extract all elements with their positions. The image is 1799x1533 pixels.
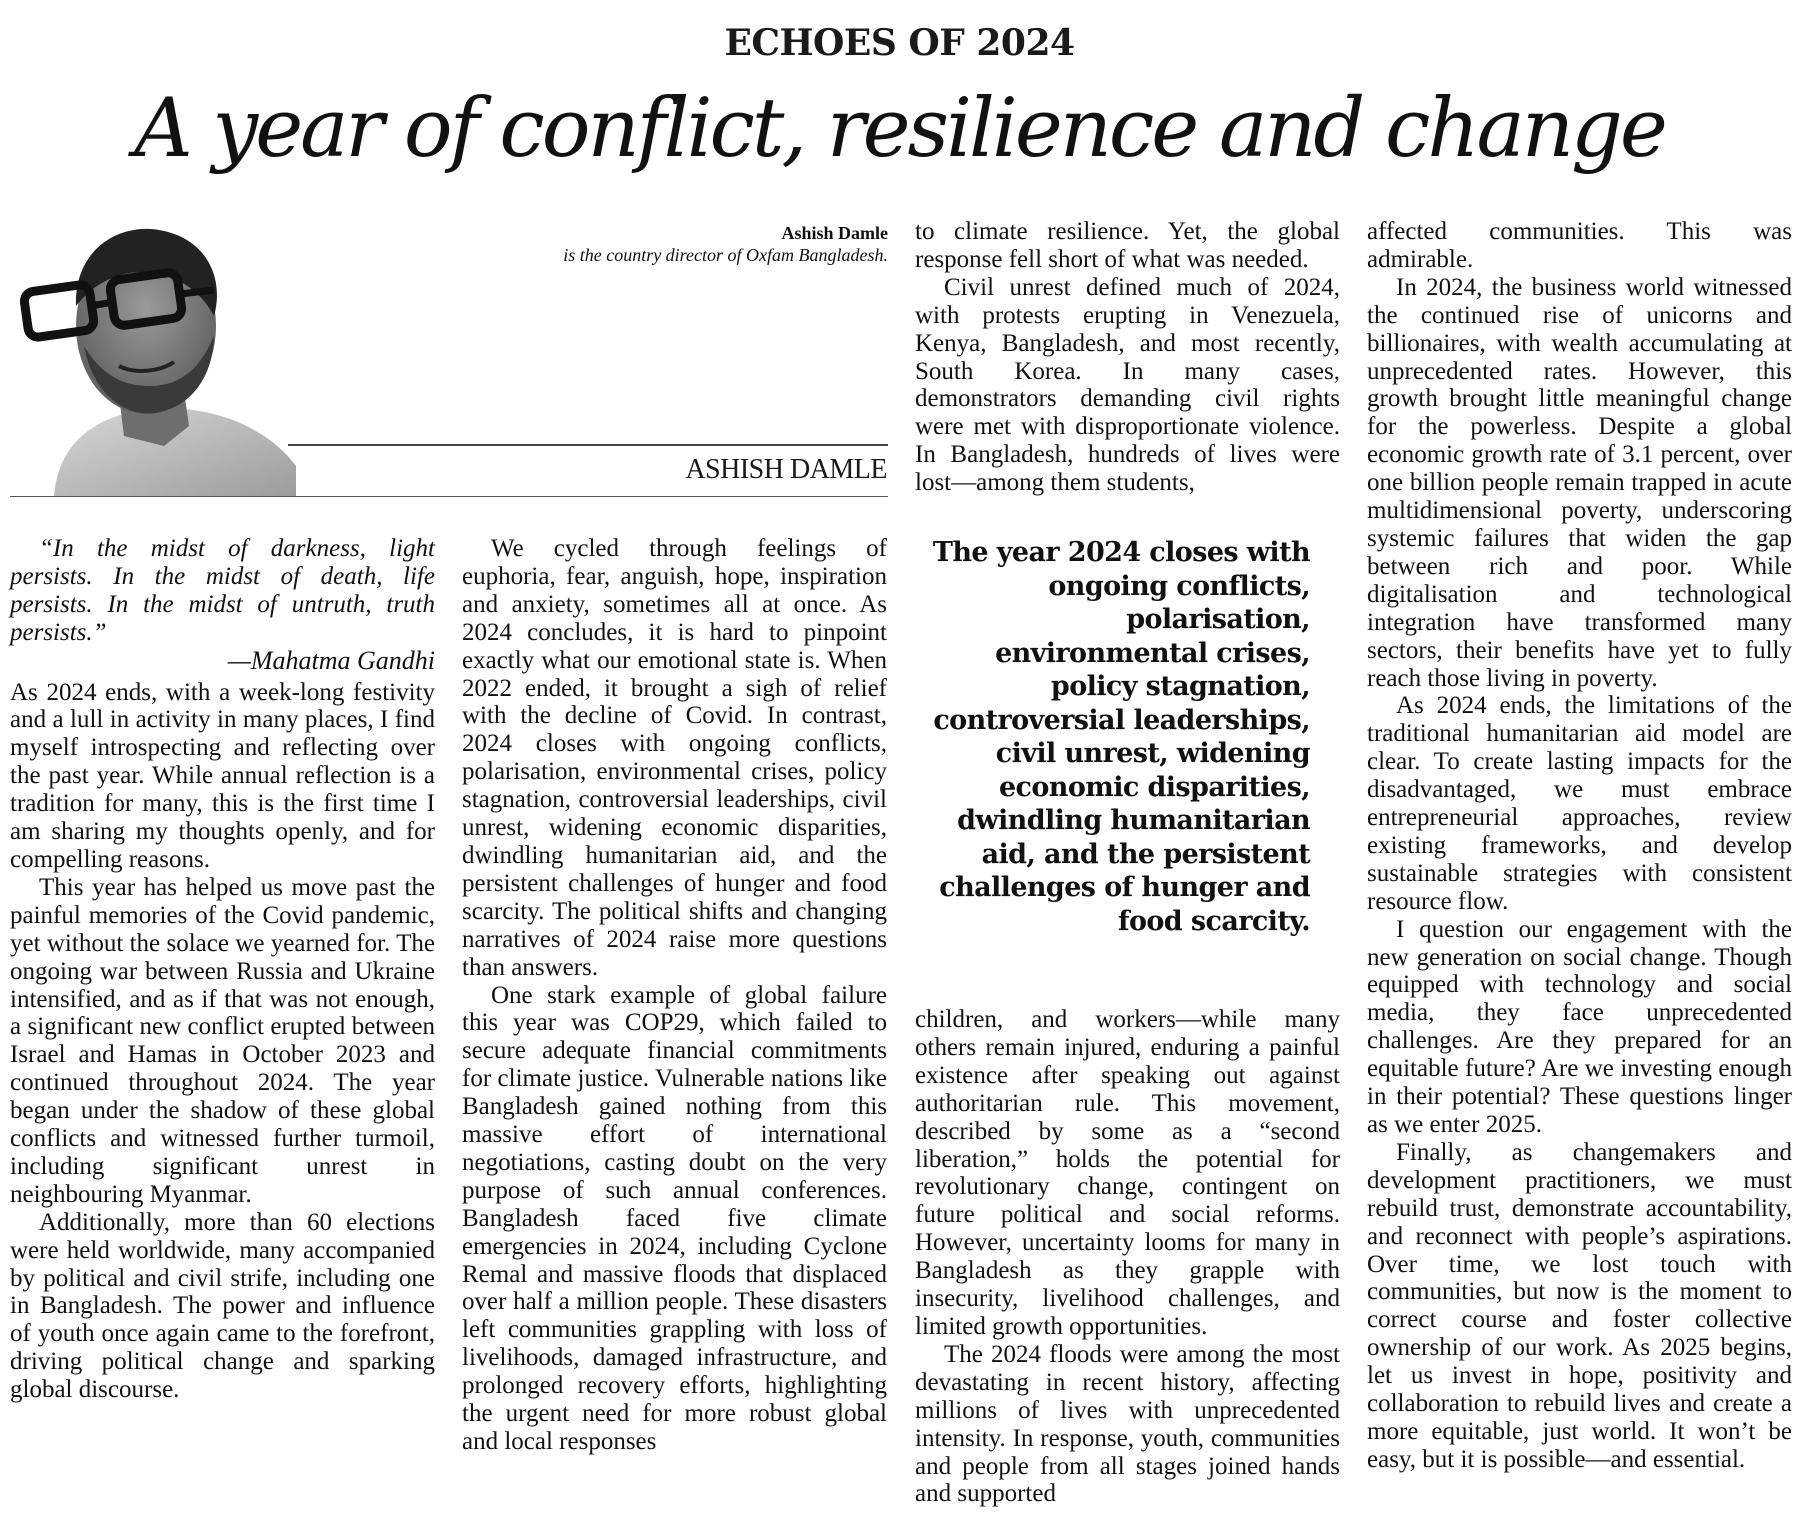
header-rule [10, 496, 888, 497]
paragraph: Civil unrest defined much of 2024, with protests erupting in Venezuela, Kenya, Bangladesh, and most recently, South Korea. In many cases, demonstrators demanding civil rights were met with disproportionate violence. In Bangladesh, hundreds of lives were lost—among them students, [915, 273, 1340, 497]
epigraph-quote: “In the midst of darkness, light persists. In the midst of death, life persists. In the midst of untruth, truth persists.” [10, 535, 435, 646]
column-2 [462, 535, 887, 1456]
byline-description: is the country director of Oxfam Bangladesh. [563, 245, 888, 265]
byline-block [420, 222, 888, 266]
paragraph: One stark example of global failure this year was COP29, which failed to secure adequate financial commitments for climate justice. Vulnerable nations like Bangladesh gained nothing from this massive effort of international negotiations, casting doubt on the very purpose of such annual conferences. Bangladesh faced five climate emergencies in 2024, including Cyclone Remal and massive floods that displaced over half a million people. These disasters left communities grappling with loss of livelihoods, damaged infrastructure, and prolonged recovery efforts, highlighting the urgent need for more robust global and local responses [462, 981, 887, 1455]
byline-name: Ashish Damle [781, 223, 888, 243]
paragraph: We cycled through feelings of euphoria, fear, anguish, hope, inspiration and anxiety, sometimes all at once. As 2024 concludes, it is hard to pinpoint exactly what our emotional state is. When 2022 ended, it brought a sigh of relief with the decline of Covid. In contrast, 2024 closes with ongoing conflicts, polarisation, environmental crises, policy stagnation, controversial leaderships, civil unrest, widening economic disparities, dwindling humanitarian aid, and the persistent challenges of hunger and food scarcity. The political shifts and changing narratives of 2024 raise more questions than answers. [462, 535, 887, 981]
paragraph: As 2024 ends, with a week-long festivity and a lull in activity in many places, I find myself introspecting and reflecting over the past year. While annual reflection is a tradition for many, this is the first time I am sharing my thoughts openly, and for compelling reasons. [10, 678, 435, 873]
column-3-bottom [915, 1006, 1340, 1508]
column-4 [1367, 218, 1792, 1474]
paragraph: I question our engagement with the new generation on social change. Though equipped with technology and social media, they face unprecedented challenges. Are they prepared for an equitable future? Are we investing enough in their potential? These questions linger as we enter 2025. [1367, 915, 1792, 1138]
paragraph-continued: to climate resilience. Yet, the global response fell short of what was needed. [915, 218, 1340, 273]
author-name-caps: ASHISH DAMLE [685, 454, 887, 485]
paragraph-continued: affected communities. This was admirable. [1367, 218, 1792, 273]
section-kicker: ECHOES OF 2024 [724, 22, 1075, 64]
epigraph-attribution: —Mahatma Gandhi [227, 645, 435, 675]
paragraph-continued: children, and workers—while many others remain injured, enduring a painful existence after speaking out against authoritarian rule. This movement, described by some as a “second liberation,” holds the potential for revolutionary change, contingent on future political and social reforms. However, uncertainty looms for many in Bangladesh as they grapple with insecurity, livelihood challenges, and limited growth opportunities. [915, 1006, 1340, 1340]
author-portrait-icon [14, 196, 296, 496]
paragraph: In 2024, the business world witnessed the continued rise of unicorns and billionaires, with wealth accumulating at unprecedented rates. However, this growth brought little meaningful change for the powerless. Despite a global economic growth rate of 3.1 percent, over one billion people remain trapped in acute multidimensional poverty, underscoring systemic failures that widen the gap between rich and poor. While digitalisation and technological integration have transformed many sectors, their benefits have yet to fully reach those living in poverty. [1367, 273, 1792, 692]
paragraph: This year has helped us move past the painful memories of the Covid pandemic, yet without the solace we yearned for. The ongoing war between Russia and Ukraine intensified, and as if that was not enough, a significant new conflict erupted between Israel and Hamas in October 2023 and continued throughout 2024. The year began under the shadow of these global conflicts and witnessed further turmoil, including significant unrest in neighbouring Myanmar. [10, 873, 435, 1208]
byline-rule [288, 444, 888, 446]
paragraph: The 2024 floods were among the most devastating in recent history, affecting millions of lives with unprecedented intensity. In response, youth, communities and people from all stages joined hands and supported [915, 1340, 1340, 1508]
pull-quote: The year 2024 closes with ongoing conflicts, polarisation, environmental crises, policy stagnation, controversial leaderships, civil unrest, widening economic disparities, dwindling humanitarian aid, and the persistent challenges of hunger and food scarcity. [932, 537, 1310, 937]
paragraph: Additionally, more than 60 elections were held worldwide, many accompanied by political and civil strife, including one in Bangladesh. The power and influence of youth once again came to the forefront, driving political change and sparking global discourse. [10, 1208, 435, 1404]
article-headline: A year of conflict, resilience and change [134, 82, 1665, 176]
column-1 [10, 535, 435, 1404]
paragraph: As 2024 ends, the limitations of the traditional humanitarian aid model are clear. To create lasting impacts for the disadvantaged, we must embrace entrepreneurial approaches, review existing frameworks, and develop sustainable strategies with consistent resource flow. [1367, 692, 1792, 915]
column-3-top [915, 218, 1340, 497]
paragraph: Finally, as changemakers and development practitioners, we must rebuild trust, demonstrate accountability, and reconnect with people’s aspirations. Over time, we lost touch with communities, but now is the moment to correct course and foster collective ownership of our work. As 2025 begins, let us invest in hope, positivity and collaboration to rebuild lives and create a more equitable, just world. It won’t be easy, but it is possible—and essential. [1367, 1138, 1792, 1473]
